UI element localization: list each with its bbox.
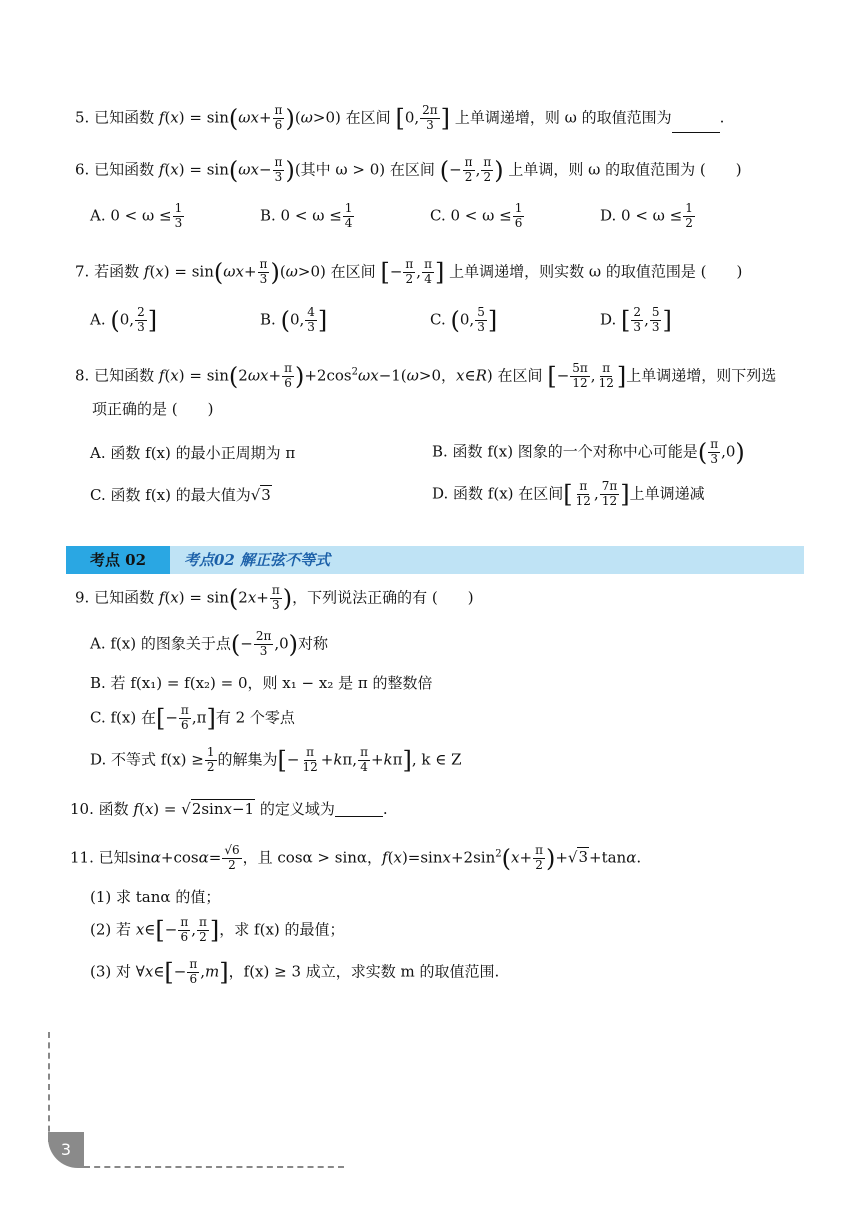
question-9: 9. 已知函数 f(x) = sin(2x+ $\frac{\pi}{3}$ )，下列说法正确的有 ( ) (75, 583, 474, 613)
q9-option-c-tail: 有 2 个零点 (215, 708, 295, 727)
q6-option-b-label: B. 0 < ω ≤ (260, 206, 342, 225)
question-6: 6. 已知函数 f(x) = sin(ωx− $\frac{\pi}{3}$ )(其中 ω > 0) 在区间 (− $\frac{\pi}{2}$ , $\frac{\pi}{2}$ ) 上单调，则 ω 的取值范围为 ( ) (75, 155, 742, 185)
q9-option-d[interactable]: D. 不等式 f(x) ≥ $\frac{1}{2}$ 的解集为[− $\frac{\pi}{12}$ +kπ, $\frac{\pi}{4}$ +kπ], k ∈ Z (90, 745, 462, 775)
q11-part-1-text: (1) 求 tanα 的值； (90, 888, 221, 906)
q5-tail: 上单调递增，则 ω 的取值范围为 (454, 108, 672, 127)
q9-option-d-tail: , k ∈ Z (411, 750, 462, 769)
q9-option-d-text: D. 不等式 f(x) ≥ (90, 750, 204, 769)
q7-option-d[interactable]: D. [ $\frac{2}{3}$ , $\frac{5}{3}$ ] (600, 305, 672, 335)
q8-line2: 项正确的是 ( (92, 400, 178, 418)
question-10: 10. 函数 f(x) = √2sinx−1 的定义域为 . (70, 800, 388, 818)
q7-close: ) (736, 262, 743, 281)
q9-lead: 9. 已知函数 (75, 588, 155, 607)
q11-part-1 (90, 886, 220, 907)
q9-tail: ，下列说法正确的有 ( (292, 588, 438, 607)
q6-option-a-label: A. 0 < ω ≤ (90, 206, 172, 225)
page-number: 3 (48, 1132, 84, 1168)
q8-option-b-text: B. 函数 f(x) 图象的一个对称中心可能是 (432, 442, 698, 461)
q6-option-a[interactable]: A. 0 < ω ≤ $\frac{1}{3}$ (90, 201, 183, 230)
q9-option-c-text: C. f(x) 在 (90, 708, 156, 727)
q7-option-c[interactable]: C. (0, $\frac{5}{3}$ ] (430, 305, 498, 335)
q8-close: ) (207, 400, 214, 418)
q9-option-a[interactable]: A. f(x) 的图象关于点(− $\frac{2\pi}{3}$ ,0)对称 (90, 629, 329, 659)
q11-mid: ，且 cosα > sinα， (242, 848, 383, 867)
q8-option-c-text: C. 函数 f(x) 的最大值为 (90, 486, 251, 504)
q6-tail: 上单调，则 ω 的取值范围为 ( (508, 160, 706, 179)
q6-option-d-label: D. 0 < ω ≤ (600, 206, 683, 225)
section-title: 考点02 解正弦不等式 (184, 551, 331, 569)
section-tag: 考点 02 (66, 546, 170, 574)
q10-lead: 10. 函数 (70, 800, 129, 818)
q9-option-a-tail: 对称 (298, 634, 329, 653)
q9-option-b-text: B. 若 f(x₁) = f(x₂) = 0，则 x₁ − x₂ 是 π 的整数倍 (90, 674, 433, 692)
q8-tail: 上单调递增，则下列选 (626, 366, 777, 385)
q6-close: ) (735, 160, 742, 179)
q6-option-c-label: C. 0 < ω ≤ (430, 206, 512, 225)
q8-option-d-text: D. 函数 f(x) 在区间 (432, 484, 564, 503)
question-8: 8. 已知函数 f(x) = sin(2ωx+ $\frac{\pi}{6}$ )$+2\cos^2\omega x-1(\omega>0$，x∈R) 在区间 [− $\frac{5\pi}{12}$ , $\frac{\pi}{12}$ ]上单调递增，则下列选 (75, 361, 777, 391)
q8-option-a-text: A. 函数 f(x) 的最小正周期为 π (90, 444, 296, 462)
q7-mid: 在区间 (330, 262, 376, 281)
q10-end: . (382, 800, 388, 818)
q9-option-d-mid: 的解集为 (217, 750, 278, 769)
q9-close: ) (467, 588, 474, 607)
q7-option-b-label: B. (260, 310, 276, 329)
q11-part-3-tail: ，f(x) ≥ 3 成立，求实数 m 的取值范围. (228, 962, 500, 981)
question-5: 5. 已知函数 f(x) = sin(ωx+ $\frac{\pi}{6}$ )(ω>0) 在区间 [0, $\frac{2\pi}{3}$ ] 上单调递增，则 ω 的取值范围为 . (75, 103, 725, 133)
q6-mid: (其中 ω > 0) 在区间 (294, 160, 435, 179)
q8-option-b[interactable]: B. 函数 f(x) 图象的一个对称中心可能是( $\frac{\pi}{3}$ ,0) (432, 437, 745, 467)
question-8-line2 (92, 402, 213, 417)
q8-option-c[interactable]: C. 函数 f(x) 的最大值为√3 (90, 486, 271, 504)
q6-option-c[interactable]: C. 0 < ω ≤ $\frac{1}{6}$ (430, 201, 523, 230)
q11-lead: 11. 已知 (70, 848, 129, 867)
q6-option-b[interactable]: B. 0 < ω ≤ $\frac{1}{4}$ (260, 201, 353, 230)
q11-part-3: (3) 对 ∀x∈[− $\frac{\pi}{6}$ ,m]，f(x) ≥ 3 成立，求实数 m 的取值范围. (90, 957, 500, 987)
q9-option-b[interactable] (90, 672, 433, 693)
q8-lead: 8. 已知函数 (75, 366, 155, 385)
q6-lead: 6. 已知函数 (75, 160, 155, 179)
q10-tail: 的定义域为 (259, 800, 335, 818)
answer-blank[interactable] (672, 118, 720, 133)
q8-option-a[interactable] (90, 442, 295, 463)
q8-option-d[interactable]: D. 函数 f(x) 在区间[ $\frac{\pi}{12}$ , $\frac{7\pi}{12}$ ]上单调递减 (432, 479, 705, 509)
q7-option-a[interactable]: A. (0, $\frac{2}{3}$ ] (90, 305, 158, 335)
q7-option-b[interactable]: B. (0, $\frac{4}{3}$ ] (260, 305, 328, 335)
q8-option-d-tail: 上单调递减 (629, 484, 705, 503)
q6-option-d[interactable]: D. 0 < ω ≤ $\frac{1}{2}$ (600, 201, 693, 230)
q11-part-2: (2) 若 x∈[− $\frac{\pi}{6}$ , $\frac{\pi}{2}$ ]，求 f(x) 的最值； (90, 915, 345, 945)
q5-lead: 5. 已知函数 (75, 108, 155, 127)
q7-option-a-label: A. (90, 310, 106, 329)
q11-part-2-tail: ，求 f(x) 的最值； (219, 920, 345, 939)
question-7: 7. 若函数 f(x) = sin(ωx+ $\frac{\pi}{3}$ )(ω>0) 在区间 [− $\frac{\pi}{2}$ , $\frac{\pi}{4}$ ] 上单调递增，则实数 ω 的取值范围是 ( ) (75, 257, 743, 287)
answer-blank[interactable] (335, 802, 383, 817)
question-11: 11. 已知sinα+cosα= $\frac{√6}{2}$ ，且 cosα > sinα，$f(x)=\sin x+2\sin^2(x+$ $\frac{\pi}{2}$ )+√3+tanα. (70, 843, 642, 873)
q11-part-2-text: (2) 若 (90, 920, 132, 939)
q8-mid: 在区间 (497, 366, 543, 385)
section-header (66, 546, 804, 574)
q5-end: . (719, 108, 725, 127)
q5-mid: 在区间 (345, 108, 391, 127)
q7-option-d-label: D. (600, 310, 617, 329)
q11-part-3-text: (3) 对 ∀ (90, 962, 145, 981)
q9-option-a-text: A. f(x) 的图象关于点 (90, 634, 231, 653)
q7-lead: 7. 若函数 (75, 262, 140, 281)
q7-option-c-label: C. (430, 310, 446, 329)
q9-option-c[interactable]: C. f(x) 在[− $\frac{\pi}{6}$ ,π]有 2 个零点 (90, 703, 295, 733)
q7-tail: 上单调递增，则实数 ω 的取值范围是 ( (449, 262, 707, 281)
footer-dashed-line (84, 1166, 344, 1168)
margin-dashed-line (48, 1032, 50, 1142)
